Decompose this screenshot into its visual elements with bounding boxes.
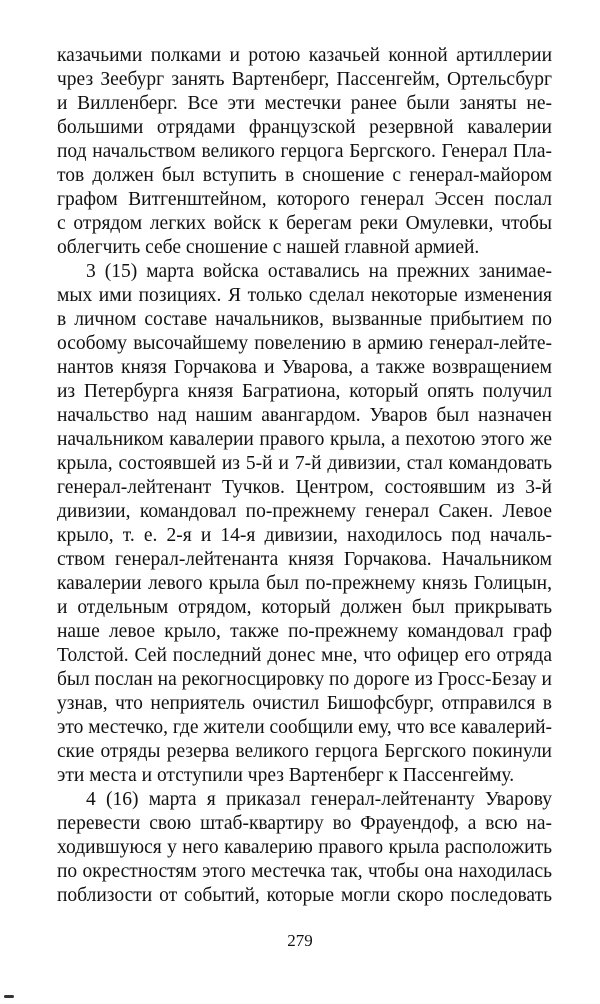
text-line: из Петербурга князя Багратиона, который опять получил — [57, 381, 552, 402]
text-line: 4 (16) марта я приказал генерал-лейтенанту Уварову — [86, 789, 552, 810]
text-line: дивизии, командовал по-прежнему генерал Сакен. Левое — [57, 501, 552, 522]
text-line: крыла, состоявшей из 5-й и 7-й дивизии, стал командовать — [57, 453, 552, 474]
text-line: нантов князя Горчакова и Уварова, а также возвращением — [57, 357, 552, 378]
text-line: особому высочайшему повелению в армию генерал-лейте- — [57, 333, 552, 354]
text-line: ством генерал-лейтенанта князя Горчакова. Начальником — [57, 549, 552, 570]
text-line: и отдельным отрядом, который должен был прикрывать — [57, 597, 552, 618]
scan-artifact — [4, 995, 14, 998]
text-line: был послан на рекогносцировку по дороге из Гросс-Безау и — [57, 669, 552, 690]
text-line: Толстой. Сей последний донес мне, что офицер его отряда — [57, 645, 552, 666]
text-line: поблизости от событий, которые могли скоро последовать — [57, 885, 552, 906]
text-line: начальство над нашим авангардом. Уваров был назначен — [57, 405, 552, 426]
text-line: облегчить себе сношение с нашей главной армией. — [57, 237, 480, 258]
text-line: казачьими полками и ротою казачьей конной артиллерии — [57, 45, 552, 66]
text-line: тов должен был вступить в сношение с генерал-майором — [57, 165, 552, 186]
text-line: ходившуюся у него кавалерию правого крыла расположить — [57, 837, 552, 858]
text-line: графом Витгенштейном, которого генерал Эссен послал — [57, 189, 552, 210]
text-line: крыло, т. е. 2-я и 14-я дивизии, находилось под началь- — [57, 525, 552, 546]
text-line: ские отряды резерва великого герцога Бергского покинули — [57, 741, 552, 762]
text-line: в личном составе начальников, вызванные прибытием по — [57, 309, 552, 330]
text-line: и Вилленберг. Все эти местечки ранее были заняты не- — [57, 93, 552, 114]
text-line: генерал-лейтенант Тучков. Центром, состоявшим из 3-й — [57, 477, 552, 498]
text-line: начальником кавалерии правого крыла, а пехотою этого же — [57, 429, 552, 450]
text-line: большими отрядами французской резервной кавалерии — [57, 117, 552, 138]
text-line: это местечко, где жители сообщили ему, что все кавалерий- — [57, 717, 552, 738]
text-line: мых ими позициях. Я только сделал некоторые изменения — [57, 285, 552, 306]
text-line: по окрестностям этого местечка так, чтобы она находилась — [57, 861, 552, 882]
text-line: чрез Зеебург занять Вартенберг, Пассенгейм, Ортельсбург — [57, 69, 552, 90]
text-line: наше левое крыло, также по-прежнему командовал граф — [57, 621, 552, 642]
text-line: эти места и отступили чрез Вартенберг к Пассенгейму. — [57, 765, 515, 786]
text-line: под начальством великого герцога Бергского. Генерал Пла- — [57, 141, 552, 162]
text-line: перевести свою штаб-квартиру во Фрауендоф, а всю на- — [57, 813, 552, 834]
page-number: 279 — [287, 931, 313, 950]
text-line: кавалерии левого крыла был по-прежнему князь Голицын, — [57, 573, 552, 594]
text-line: 3 (15) марта войска оставались на прежних занимае- — [86, 261, 552, 282]
text-line: с отрядом легких войск к берегам реки Омулевки, чтобы — [57, 213, 552, 234]
text-line: узнав, что неприятель очистил Бишофсбург, отправился в — [57, 693, 552, 714]
